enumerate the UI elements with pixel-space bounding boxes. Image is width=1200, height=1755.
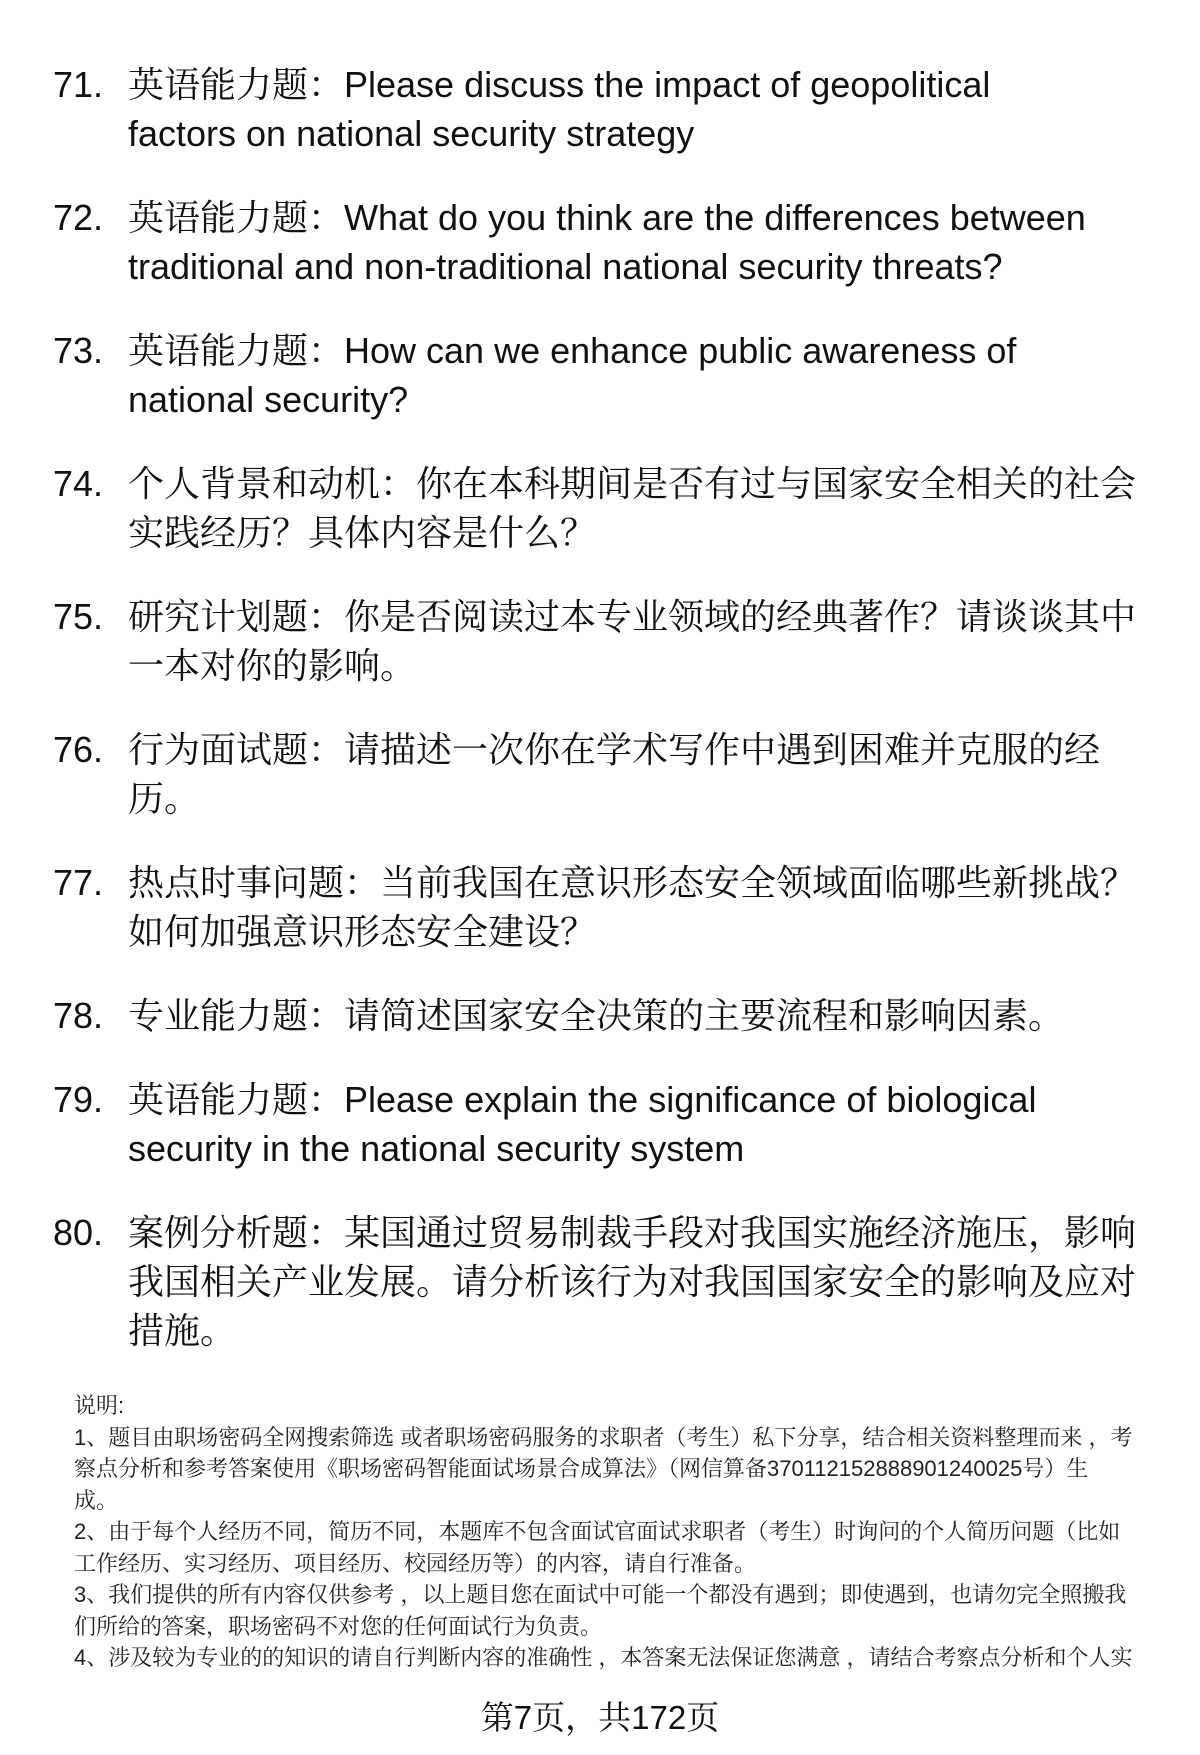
note-paragraph-3 bbox=[74, 1579, 1164, 1642]
question-item-76 bbox=[0, 725, 1200, 823]
question-item-72 bbox=[0, 193, 1200, 291]
question-item-79 bbox=[0, 1075, 1200, 1173]
question-text bbox=[128, 991, 1200, 1040]
question-line: 英语能力题：How can we enhance public awareness of bbox=[128, 330, 1017, 371]
question-line: 案例分析题：某国通过贸易制裁手段对我国实施经济施压，影响 bbox=[128, 1212, 1137, 1253]
question-list bbox=[0, 60, 1200, 1390]
question-line: national security? bbox=[128, 379, 409, 420]
question-item-74 bbox=[0, 459, 1200, 557]
question-item-75 bbox=[0, 592, 1200, 690]
page-indicator: 第7页，共172页 bbox=[480, 1699, 720, 1736]
question-line: traditional and non-traditional national security threats? bbox=[128, 246, 1003, 287]
question-number: 72. bbox=[53, 197, 104, 238]
note-line: 工作经历、实习经历、项目经历、校园经历等）的内容，请自行准备。 bbox=[74, 1550, 757, 1576]
question-line: 英语能力题：Please discuss the impact of geopolitical bbox=[128, 64, 991, 105]
question-number: 74. bbox=[53, 463, 104, 504]
question-number: 79. bbox=[53, 1079, 104, 1120]
note-line: 成。 bbox=[74, 1487, 119, 1513]
question-number: 75. bbox=[53, 596, 104, 637]
question-line: 英语能力题：What do you think are the differences between bbox=[128, 197, 1086, 238]
question-text bbox=[128, 725, 1200, 823]
note-paragraph-4 bbox=[74, 1642, 1164, 1674]
question-text bbox=[128, 1208, 1200, 1355]
question-line: 热点时事问题：当前我国在意识形态安全领域面临哪些新挑战？ bbox=[128, 862, 1137, 903]
notes-title: 说明: bbox=[74, 1393, 125, 1418]
question-text bbox=[128, 1075, 1200, 1173]
question-text bbox=[128, 326, 1200, 424]
question-item-77 bbox=[0, 858, 1200, 956]
question-text bbox=[128, 858, 1200, 956]
question-line: 一本对你的影响。 bbox=[128, 645, 417, 686]
question-item-80 bbox=[0, 1208, 1200, 1355]
question-item-71 bbox=[0, 60, 1200, 158]
question-number: 80. bbox=[53, 1212, 104, 1253]
question-line: 实践经历？具体内容是什么？ bbox=[128, 512, 597, 553]
notes-section bbox=[74, 1390, 1164, 1674]
question-text bbox=[128, 60, 1200, 158]
note-line: 1、题目由职场密码全网搜索筛选 或者职场密码服务的求职者（考生）私下分享，结合相关资料整理而来 ，考 bbox=[74, 1424, 1133, 1450]
question-line: 研究计划题：你是否阅读过本专业领域的经典著作？请谈谈其中 bbox=[128, 596, 1137, 637]
question-line: 个人背景和动机：你在本科期间是否有过与国家安全相关的社会 bbox=[128, 463, 1137, 504]
question-text bbox=[128, 592, 1200, 690]
question-number: 71. bbox=[53, 64, 104, 105]
note-line: 察点分析和参考答案使用《职场密码智能面试场景合成算法》（网信算备370112152888901240025号）生 bbox=[74, 1456, 1089, 1481]
question-number: 76. bbox=[53, 729, 104, 770]
note-paragraph-1 bbox=[74, 1422, 1164, 1517]
question-line: 行为面试题：请描述一次你在学术写作中遇到困难并克服的经 bbox=[128, 729, 1101, 770]
question-item-73 bbox=[0, 326, 1200, 424]
question-line: 英语能力题：Please explain the significance of biological bbox=[128, 1079, 1037, 1120]
question-line: 措施。 bbox=[128, 1310, 237, 1351]
question-line: security in the national security system bbox=[128, 1128, 745, 1169]
note-line: 2、由于每个人经历不同，简历不同，本题库不包含面试官面试求职者（考生）时询问的个人简历问题（比如 bbox=[74, 1519, 1121, 1544]
question-number: 77. bbox=[53, 862, 104, 903]
note-line: 3、我们提供的所有内容仅供参考 ，以上题目您在面试中可能一个都没有遇到；即使遇到，也请勿完全照搬我 bbox=[74, 1582, 1127, 1607]
page-footer bbox=[0, 1698, 1200, 1738]
note-line: 们所给的答案，职场密码不对您的任何面试行为负责。 bbox=[74, 1613, 603, 1639]
question-line: 如何加强意识形态安全建设？ bbox=[128, 911, 597, 952]
question-number: 73. bbox=[53, 330, 104, 371]
question-text bbox=[128, 459, 1200, 557]
note-line: 4、涉及较为专业的的知识的请自行判断内容的准确性 ，本答案无法保证您满意 ，请结合考察点分析和个人实 bbox=[74, 1645, 1133, 1670]
question-line: 我国相关产业发展。请分析该行为对我国国家安全的影响及应对 bbox=[128, 1261, 1137, 1302]
question-text bbox=[128, 193, 1200, 291]
question-line: factors on national security strategy bbox=[128, 113, 695, 154]
question-line: 历。 bbox=[128, 778, 201, 819]
note-paragraph-2 bbox=[74, 1516, 1164, 1579]
question-number: 78. bbox=[53, 995, 104, 1036]
question-item-78 bbox=[0, 991, 1200, 1040]
question-line: 专业能力题：请简述国家安全决策的主要流程和影响因素。 bbox=[128, 995, 1065, 1036]
